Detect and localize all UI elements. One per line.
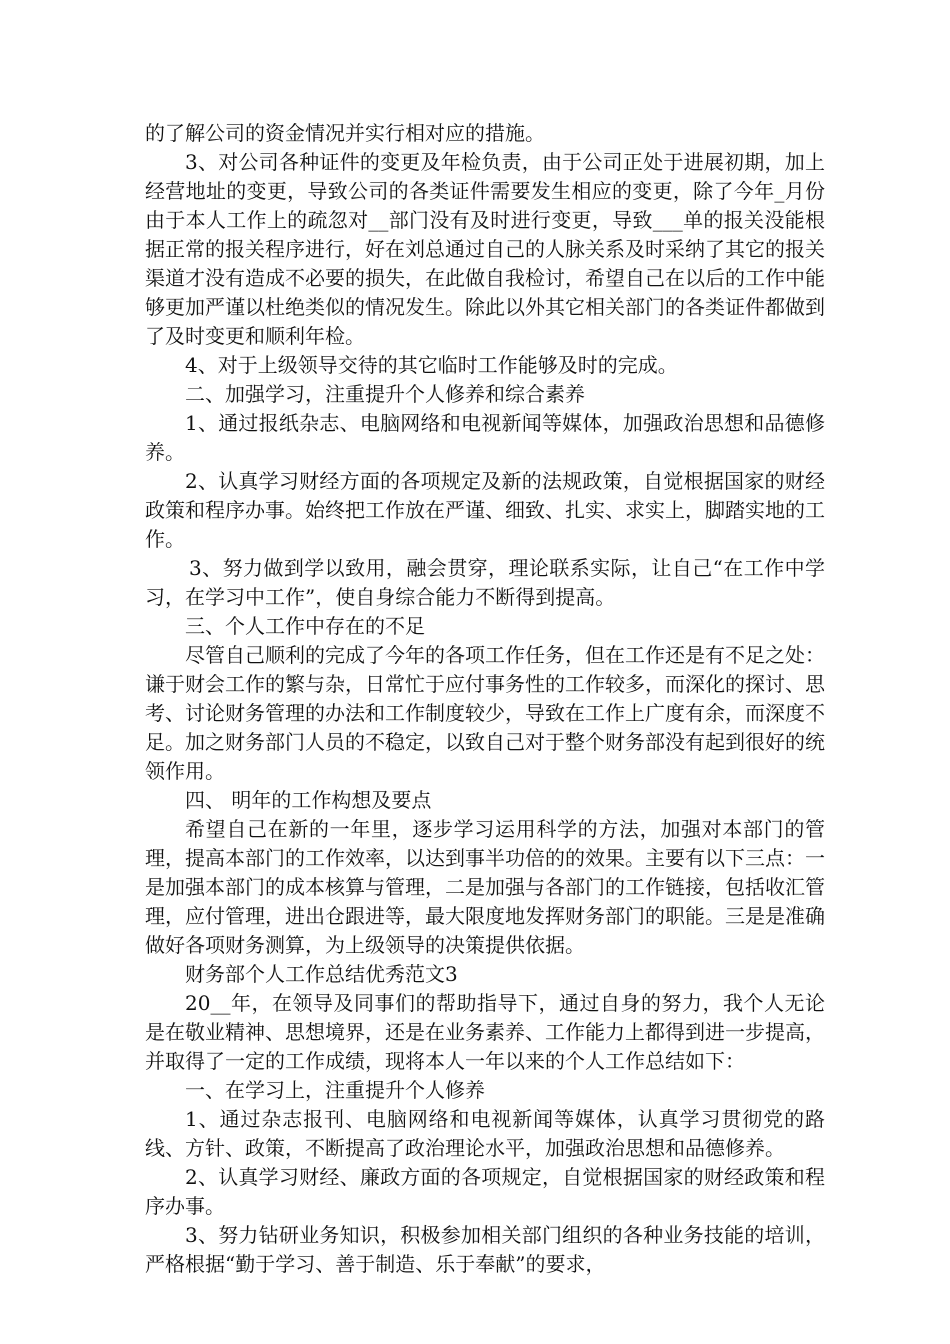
- document-page: [145, 119, 825, 1279]
- paragraph: 3、对公司各种证件的变更及年检负责，由于公司正处于进展初期，加上经营地址的变更，导致公司的各类证件需要发生相应的变更，除了今年_月份由于本人工作上的疏忽对__部门没有及时进行变更，导致___单的报关没能根据正常的报关程序进行，好在刘总通过自己的人脉关系及时采纳了其它的报关渠道才没有造成不必要的损失，在此做自我检讨，希望自己在以后的工作中能够更加严谨以杜绝类似的情况发生。除此以外其它相关部门的各类证件都做到了及时变更和顺利年检。: [145, 150, 825, 348]
- paragraph: 4、对于上级领导交待的其它临时工作能够及时的完成。: [185, 353, 678, 377]
- paragraph: 1、通过报纸杂志、电脑网络和电视新闻等媒体，加强政治思想和品德修养。: [145, 411, 825, 464]
- paragraph: 的了解公司的资金情况并实行相对应的措施。: [145, 121, 545, 145]
- paragraph: 20__年，在领导及同事们的帮助指导下，通过自身的努力，我个人无论是在敬业精神、思想境界，还是在业务素养、工作能力上都得到进一步提高，并取得了一定的工作成绩，现将本人一年以来的个人工作总结如下：: [145, 991, 825, 1073]
- section-heading: 二、加强学习，注重提升个人修养和综合素养: [185, 382, 585, 406]
- paragraph: 2、认真学习财经方面的各项规定及新的法规政策，自觉根据国家的财经政策和程序办事。始终把工作放在严谨、细致、扎实、求实上，脚踏实地的工作。: [145, 469, 825, 551]
- section-heading: 三、个人工作中存在的不足: [185, 614, 425, 638]
- article-title: 财务部个人工作总结优秀范文3: [185, 962, 458, 986]
- paragraph: 3、努力钻研业务知识，积极参加相关部门组织的各种业务技能的培训，严格根据“勤于学习、善于制造、乐于奉献”的要求，: [145, 1223, 825, 1276]
- paragraph: 2、认真学习财经、廉政方面的各项规定，自觉根据国家的财经政策和程序办事。: [145, 1165, 825, 1218]
- section-heading: 一、在学习上，注重提升个人修养: [185, 1078, 485, 1102]
- paragraph: 希望自己在新的一年里，逐步学习运用科学的方法，加强对本部门的管理，提高本部门的工作效率，以达到事半功倍的的效果。主要有以下三点：一是加强本部门的成本核算与管理，二是加强与各部门的工作链接，包括收汇管理，应付管理，进出仓跟进等，最大限度地发挥财务部门的职能。三是是准确做好各项财务测算，为上级领导的决策提供依据。: [145, 817, 825, 957]
- section-heading: 四、 明年的工作构想及要点: [185, 788, 432, 812]
- paragraph: 3、努力做到学以致用，融会贯穿，理论联系实际，让自己“在工作中学习，在学习中工作”，使自身综合能力不断得到提高。: [145, 556, 825, 609]
- paragraph: 1、通过杂志报刊、电脑网络和电视新闻等媒体，认真学习贯彻党的路线、方针、政策，不断提高了政治理论水平，加强政治思想和品德修养。: [145, 1107, 825, 1160]
- paragraph: 尽管自己顺利的完成了今年的各项工作任务，但在工作还是有不足之处：谦于财会工作的繁与杂，日常忙于应付事务性的工作较多，而深化的探讨、思考、讨论财务管理的办法和工作制度较少，导致在工作上广度有余，而深度不足。加之财务部门人员的不稳定，以致自己对于整个财务部没有起到很好的统领作用。: [145, 643, 825, 783]
